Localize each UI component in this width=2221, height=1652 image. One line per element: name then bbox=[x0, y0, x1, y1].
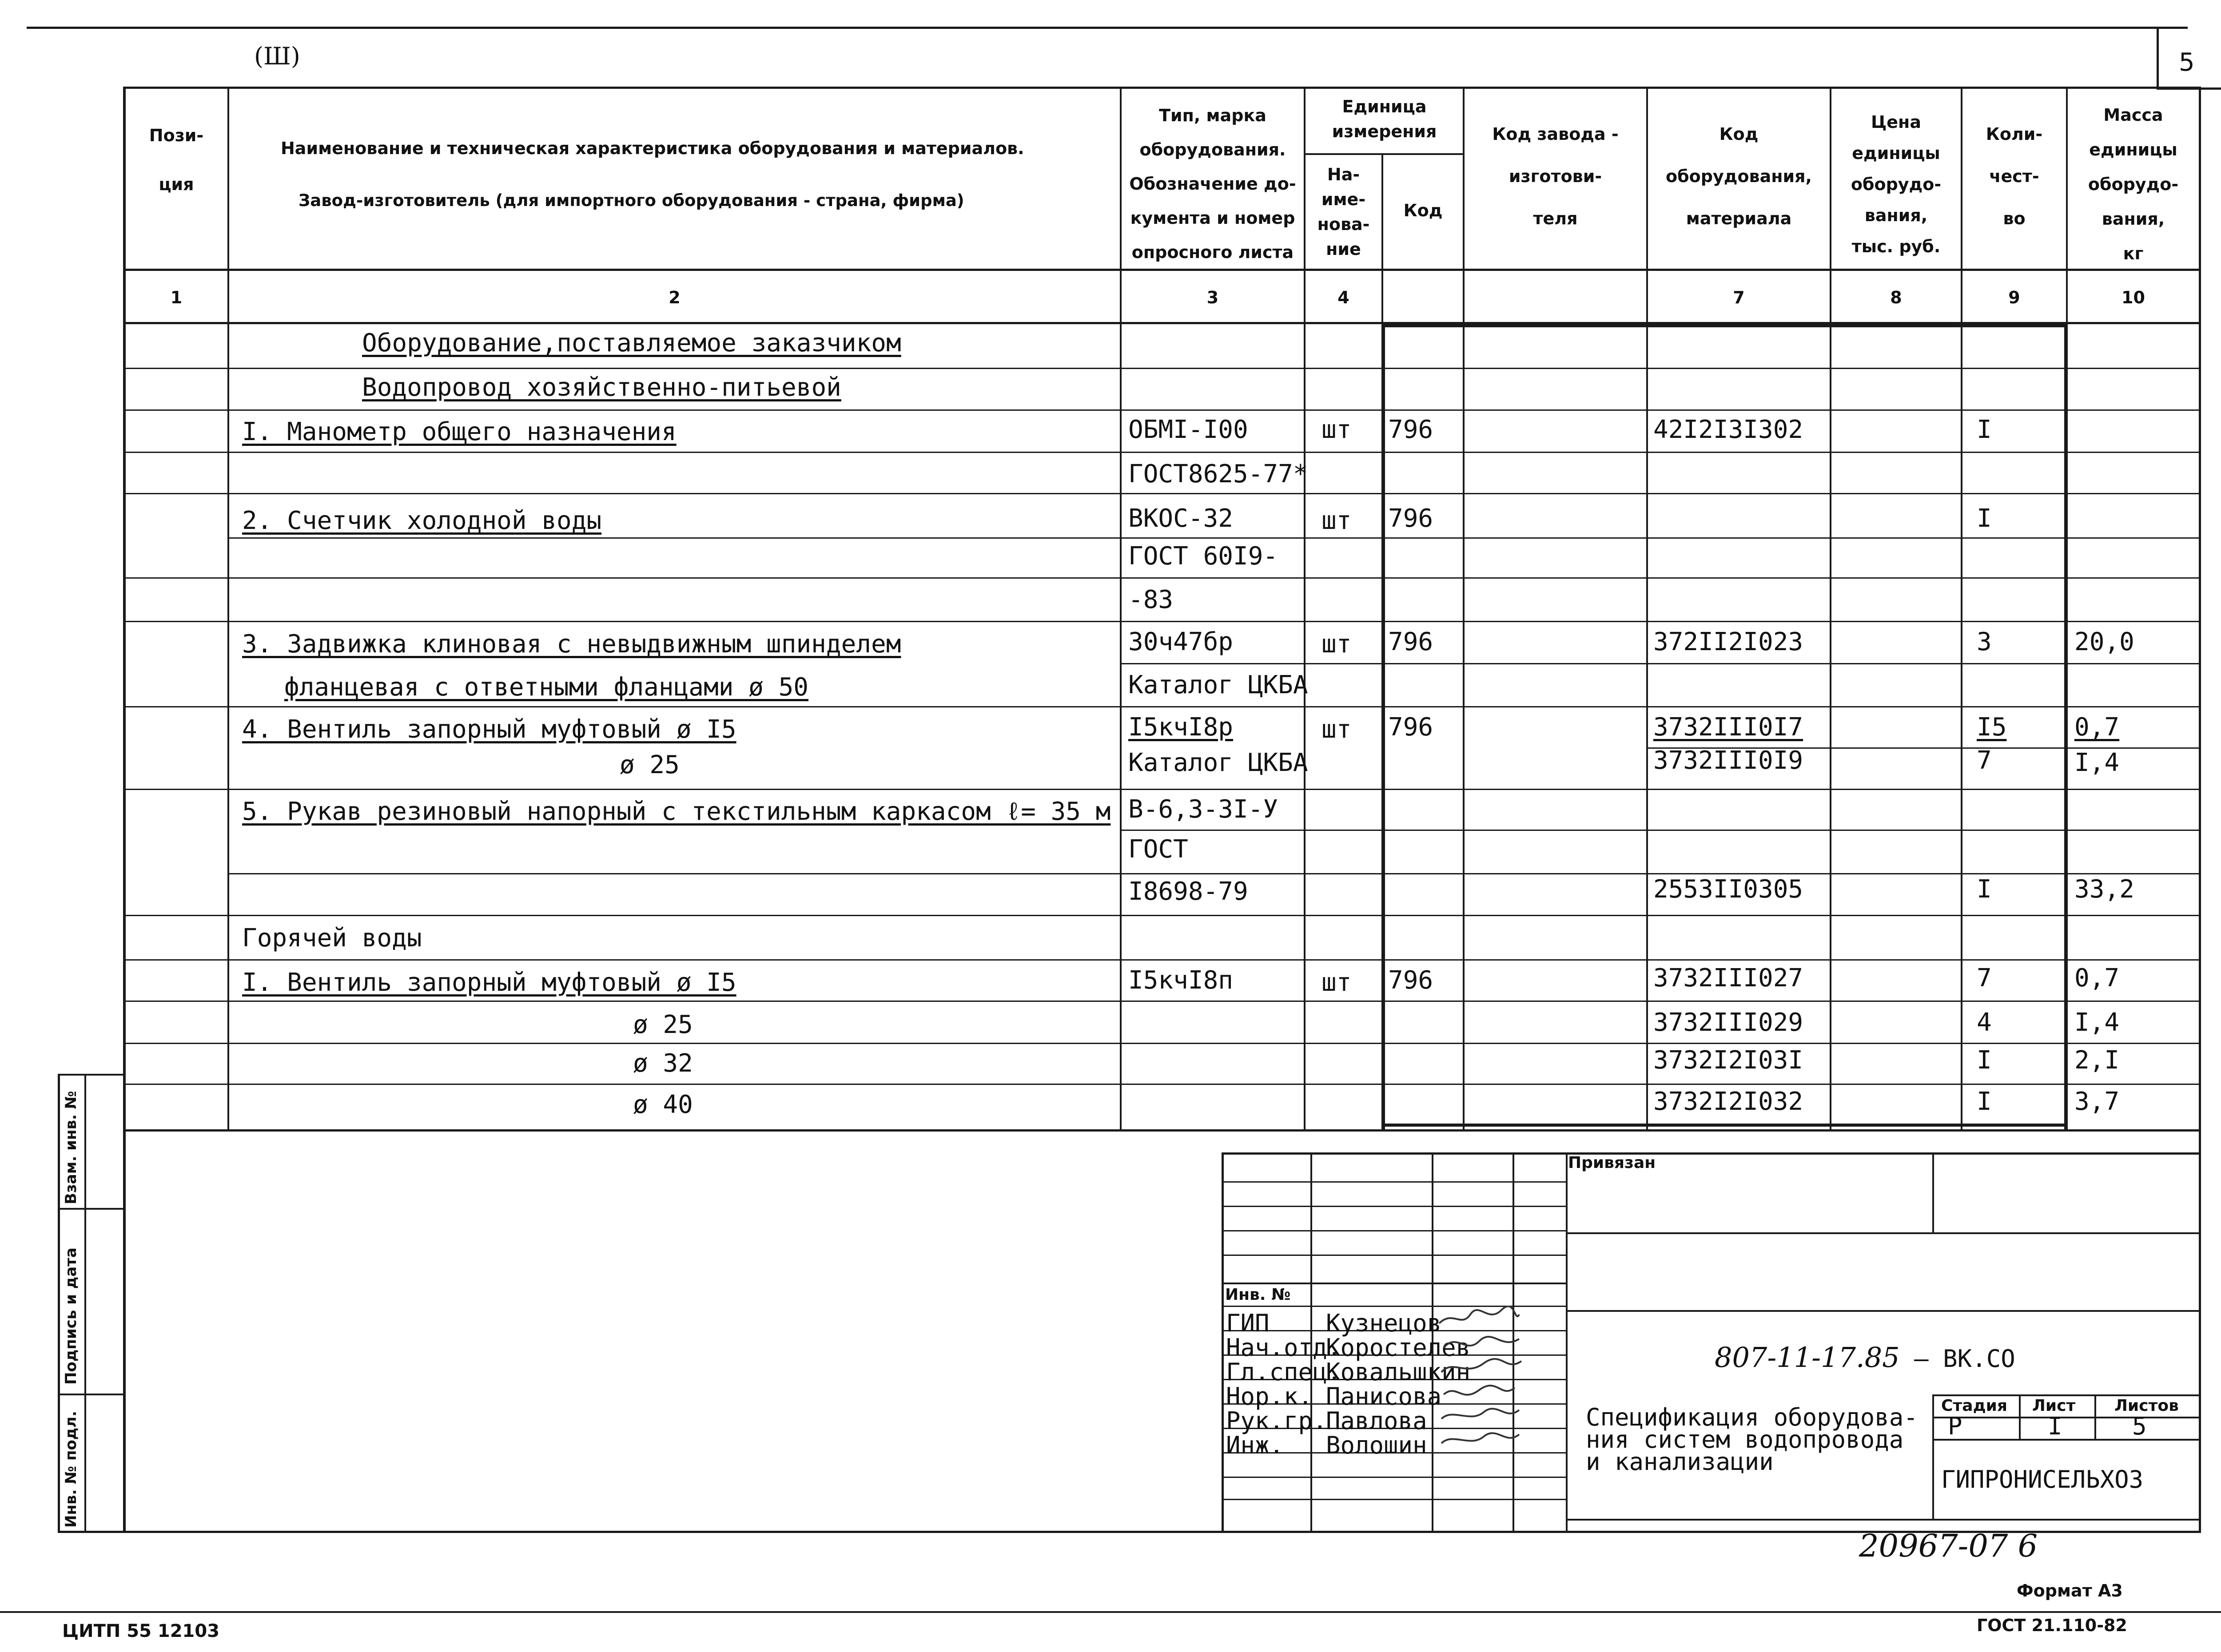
item-mass: 33,2 bbox=[2074, 875, 2134, 904]
section-title: Горячей воды bbox=[242, 924, 422, 953]
row-line bbox=[123, 621, 2200, 622]
item-name: 3. Задвижка клиновая с невыдвижным шпинделем bbox=[242, 630, 901, 659]
gost-label: ГОСТ 21.110-82 bbox=[1977, 1616, 2127, 1635]
tb-line bbox=[1932, 1152, 1934, 1233]
row-line bbox=[227, 873, 2200, 874]
tb-line bbox=[1932, 1439, 2201, 1441]
role-label: Рук.гр. bbox=[1226, 1407, 1327, 1435]
frame-right bbox=[2199, 87, 2201, 1532]
col-number: 1 bbox=[170, 288, 183, 307]
item-type: Каталог ЦКБА bbox=[1128, 671, 1308, 699]
row-line bbox=[123, 706, 2200, 707]
tb-line bbox=[1222, 1283, 1567, 1284]
item-name: 4. Вентиль запорный муфтовый ø I5 bbox=[242, 715, 736, 744]
item-qty: I bbox=[1977, 875, 1992, 904]
item-type: -83 bbox=[1128, 585, 1174, 614]
row-line bbox=[123, 577, 2200, 579]
item-unit: шт bbox=[1321, 506, 1352, 535]
row-line bbox=[123, 452, 2200, 453]
item-code: 3732I2I032 bbox=[1653, 1087, 1803, 1116]
person-name: Кузнецов bbox=[1326, 1309, 1442, 1337]
role-label: Нач.отд. bbox=[1226, 1334, 1342, 1362]
role-label: Нор.к. bbox=[1226, 1382, 1313, 1410]
item-name: ø 40 bbox=[633, 1090, 693, 1119]
item-unit-code: 796 bbox=[1388, 504, 1433, 533]
item-name: I. Манометр общего назначения bbox=[242, 417, 677, 446]
drawing-number-handwritten: 807-11-17.85 bbox=[1715, 1341, 1900, 1374]
inventory-number: 20967-07 6 bbox=[1859, 1528, 2038, 1564]
header-quantity: Коли- чест- во bbox=[1986, 124, 2043, 228]
section-title: Водопровод хозяйственно-питьевой bbox=[362, 373, 841, 402]
tb-line bbox=[1567, 1310, 2201, 1312]
item-qty: I bbox=[1977, 504, 1992, 533]
header-manufacturer: Завод-изготовитель (для импортного оборудования - страна, фирма) bbox=[299, 191, 964, 210]
col-line-5 bbox=[1463, 87, 1465, 1130]
item-name: ø 25 bbox=[620, 751, 680, 779]
item-type: I8698-79 bbox=[1128, 877, 1248, 906]
row-line bbox=[123, 915, 2200, 916]
item-qty: 3 bbox=[1977, 627, 1992, 656]
side-line bbox=[58, 1074, 124, 1076]
item-type: ГОСТ bbox=[1128, 835, 1188, 864]
sheets-label: Листов bbox=[2114, 1397, 2179, 1415]
item-name: ø 25 bbox=[633, 1010, 693, 1039]
row-line bbox=[123, 409, 2200, 411]
tb-line bbox=[1932, 1394, 2201, 1396]
tb-line bbox=[1222, 1477, 1567, 1478]
item-name: I. Вентиль запорный муфтовый ø I5 bbox=[242, 968, 736, 997]
item-code: 3732I2I03I bbox=[1653, 1046, 1803, 1075]
stamp-top: (Ш) bbox=[254, 42, 300, 70]
bold-box-right bbox=[2064, 324, 2068, 1130]
person-name: Павлова bbox=[1326, 1407, 1427, 1435]
item-unit: шт bbox=[1321, 968, 1352, 997]
item-type: 30ч47бр bbox=[1128, 627, 1234, 656]
bold-box-top bbox=[1381, 324, 2068, 327]
bold-box-bottom bbox=[1381, 1124, 2068, 1127]
col-number: 4 bbox=[1337, 288, 1349, 307]
stage-label: Стадия bbox=[1941, 1397, 2007, 1415]
drawing-number: 807-11-17.85 — ВК.СО bbox=[1715, 1341, 2015, 1374]
item-qty: 7 bbox=[1977, 746, 1992, 775]
item-qty: I5 bbox=[1977, 713, 2007, 742]
item-unit-code: 796 bbox=[1388, 415, 1433, 444]
person-name: Панисова bbox=[1326, 1382, 1442, 1410]
doc-title-line: и канализации bbox=[1586, 1448, 1774, 1476]
col-number: 8 bbox=[1890, 288, 1902, 307]
item-code: 3732III027 bbox=[1653, 964, 1803, 993]
item-name: ø 32 bbox=[633, 1049, 693, 1078]
side-label-replacement: Взам. инв. № bbox=[62, 1091, 80, 1204]
item-type: ОБМI-I00 bbox=[1128, 415, 1248, 444]
item-qty: I bbox=[1977, 415, 1992, 444]
item-type: ГОСТ 60I9- bbox=[1128, 542, 1278, 571]
item-type: ВКОС-32 bbox=[1128, 504, 1234, 533]
bold-box-left bbox=[1381, 324, 1385, 1130]
side-label-original: Инв. № подл. bbox=[62, 1410, 80, 1528]
role-label: Гл.спец. bbox=[1226, 1358, 1342, 1386]
row-line bbox=[123, 493, 2200, 494]
unit-split bbox=[1305, 153, 1464, 155]
top-border bbox=[27, 27, 2188, 29]
organization: ГИПРОНИСЕЛЬХОЗ bbox=[1941, 1465, 2144, 1493]
side-line bbox=[84, 1074, 86, 1532]
bound-label: Привязан bbox=[1568, 1154, 1656, 1172]
item-qty: 7 bbox=[1977, 964, 1992, 993]
header-type: Тип, марка оборудования. Обозначение до- кумента и номер опросного листа bbox=[1129, 106, 1296, 262]
row-line bbox=[123, 1043, 2200, 1044]
row-line bbox=[1120, 663, 2200, 664]
side-label-signature: Подпись и дата bbox=[62, 1247, 80, 1385]
item-qty: I bbox=[1977, 1046, 1992, 1075]
stage-value: Р bbox=[1948, 1412, 1962, 1440]
tb-line bbox=[1222, 1152, 1224, 1532]
item-type: ГОСТ8625-77* bbox=[1128, 460, 1308, 488]
item-type: В-6,3-3I-У bbox=[1128, 795, 1278, 824]
format-label: Формат А3 bbox=[2017, 1581, 2123, 1600]
table-top bbox=[123, 87, 2200, 89]
item-code: 3732III0I9 bbox=[1653, 746, 1803, 775]
tb-line bbox=[1222, 1230, 1567, 1231]
person-name: Волошин bbox=[1326, 1431, 1427, 1459]
item-mass: I,4 bbox=[2074, 748, 2120, 777]
item-name: 5. Рукав резиновый напорный с текстильным каркасом ℓ= 35 м bbox=[242, 797, 1111, 826]
signatures bbox=[1435, 1306, 1524, 1457]
sheet-label: Лист bbox=[2032, 1397, 2076, 1415]
row-line bbox=[1120, 830, 2200, 831]
item-name: 2. Счетчик холодной воды bbox=[242, 506, 602, 535]
row-line bbox=[123, 368, 2200, 369]
item-type: I5кчI8п bbox=[1128, 966, 1234, 995]
person-name: Коростелев bbox=[1326, 1334, 1471, 1362]
sheet-number: 5 bbox=[2179, 48, 2195, 77]
role-label: ГИП bbox=[1226, 1309, 1270, 1337]
item-qty: 4 bbox=[1977, 1008, 1992, 1037]
item-mass: 0,7 bbox=[2074, 964, 2120, 993]
tb-line bbox=[1222, 1499, 1567, 1500]
bottom-rule bbox=[0, 1611, 2221, 1613]
header-price: Цена единицы оборудо- вания, тыс. руб. bbox=[1851, 112, 1942, 256]
item-mass: 0,7 bbox=[2074, 713, 2120, 742]
col-number: 2 bbox=[669, 288, 681, 307]
item-code: 3732III029 bbox=[1653, 1008, 1803, 1037]
doc-title-line: Спецификация оборудова- bbox=[1586, 1403, 1918, 1431]
header-mass: Масса единицы оборудо- вания, кг bbox=[2088, 105, 2179, 263]
tb-line bbox=[1932, 1417, 2201, 1418]
table-bottom bbox=[123, 1129, 2200, 1132]
header-name: Наименование и техническая характеристика оборудования и материалов. bbox=[281, 139, 1024, 158]
col-number: 10 bbox=[2121, 288, 2145, 307]
row-line bbox=[123, 959, 2200, 961]
item-code: 3732III0I7 bbox=[1653, 713, 1803, 742]
tb-line bbox=[1567, 1519, 2201, 1521]
sheet-box-left bbox=[2157, 27, 2159, 89]
row-line bbox=[227, 537, 2200, 539]
printer-label: ЦИТП 55 12103 bbox=[62, 1621, 220, 1641]
drawing-suffix: ВК.СО bbox=[1943, 1345, 2015, 1373]
tb-line bbox=[1222, 1152, 2201, 1155]
header-unit-code: Код bbox=[1403, 201, 1443, 220]
header-position: Пози- ция bbox=[149, 126, 204, 194]
role-label: Инж. bbox=[1226, 1431, 1284, 1459]
item-mass: I,4 bbox=[2074, 1008, 2120, 1037]
header-factory-code: Код завода - изготови- теля bbox=[1492, 124, 1619, 228]
col-line-6 bbox=[1646, 87, 1648, 1130]
header-unit-name: На- име- нова- ние bbox=[1317, 165, 1370, 259]
doc-title-line: ния систем водопровода bbox=[1586, 1426, 1904, 1453]
col-number: 9 bbox=[2008, 288, 2020, 307]
item-unit-code: 796 bbox=[1388, 966, 1433, 995]
item-unit-code: 796 bbox=[1388, 627, 1433, 656]
row-line bbox=[123, 1001, 2200, 1002]
header-unit: Единица измерения bbox=[1332, 97, 1437, 141]
side-line bbox=[58, 1074, 60, 1532]
item-unit: шт bbox=[1321, 630, 1352, 659]
item-type: I5кчI8р bbox=[1128, 713, 1234, 742]
item-type: Каталог ЦКБА bbox=[1128, 748, 1308, 777]
header-equipment-code: Код оборудования, материала bbox=[1666, 124, 1812, 228]
col-number: 3 bbox=[1206, 288, 1219, 307]
sheet-value: I bbox=[2048, 1412, 2062, 1440]
item-unit: шт bbox=[1321, 715, 1352, 744]
section-title: Оборудование,поставляемое заказчиком bbox=[362, 329, 901, 357]
item-name: фланцевая с ответными фланцами ø 50 bbox=[284, 673, 809, 702]
item-mass: 3,7 bbox=[2074, 1087, 2120, 1116]
item-code: 372II2I023 bbox=[1653, 627, 1803, 656]
tb-line bbox=[1567, 1232, 2201, 1234]
row-line bbox=[123, 1084, 2200, 1085]
col-line-1 bbox=[227, 87, 229, 1130]
item-mass: 20,0 bbox=[2074, 627, 2134, 656]
item-code: 2553II0305 bbox=[1653, 875, 1803, 904]
row-line bbox=[123, 789, 2200, 790]
item-unit-code: 796 bbox=[1388, 713, 1433, 742]
item-code: 42I2I3I302 bbox=[1653, 415, 1803, 444]
tb-line bbox=[1222, 1181, 1567, 1183]
col-number: 7 bbox=[1733, 288, 1745, 307]
tb-line bbox=[2019, 1394, 2021, 1439]
tb-line bbox=[1222, 1206, 1567, 1207]
side-line bbox=[58, 1394, 124, 1395]
person-name: Ковальшкин bbox=[1326, 1358, 1471, 1386]
tb-line bbox=[1222, 1255, 1567, 1256]
item-unit: шт bbox=[1321, 415, 1352, 444]
inv-no-label: Инв. № bbox=[1225, 1286, 1291, 1304]
col-line-8 bbox=[1961, 87, 1962, 1130]
side-line bbox=[58, 1208, 124, 1210]
item-mass: 2,I bbox=[2074, 1046, 2120, 1075]
item-qty: I bbox=[1977, 1087, 1992, 1116]
sheets-value: 5 bbox=[2132, 1412, 2147, 1440]
tb-line bbox=[2094, 1394, 2096, 1439]
tb-line bbox=[1932, 1394, 1934, 1520]
tb-line bbox=[1566, 1152, 1568, 1532]
